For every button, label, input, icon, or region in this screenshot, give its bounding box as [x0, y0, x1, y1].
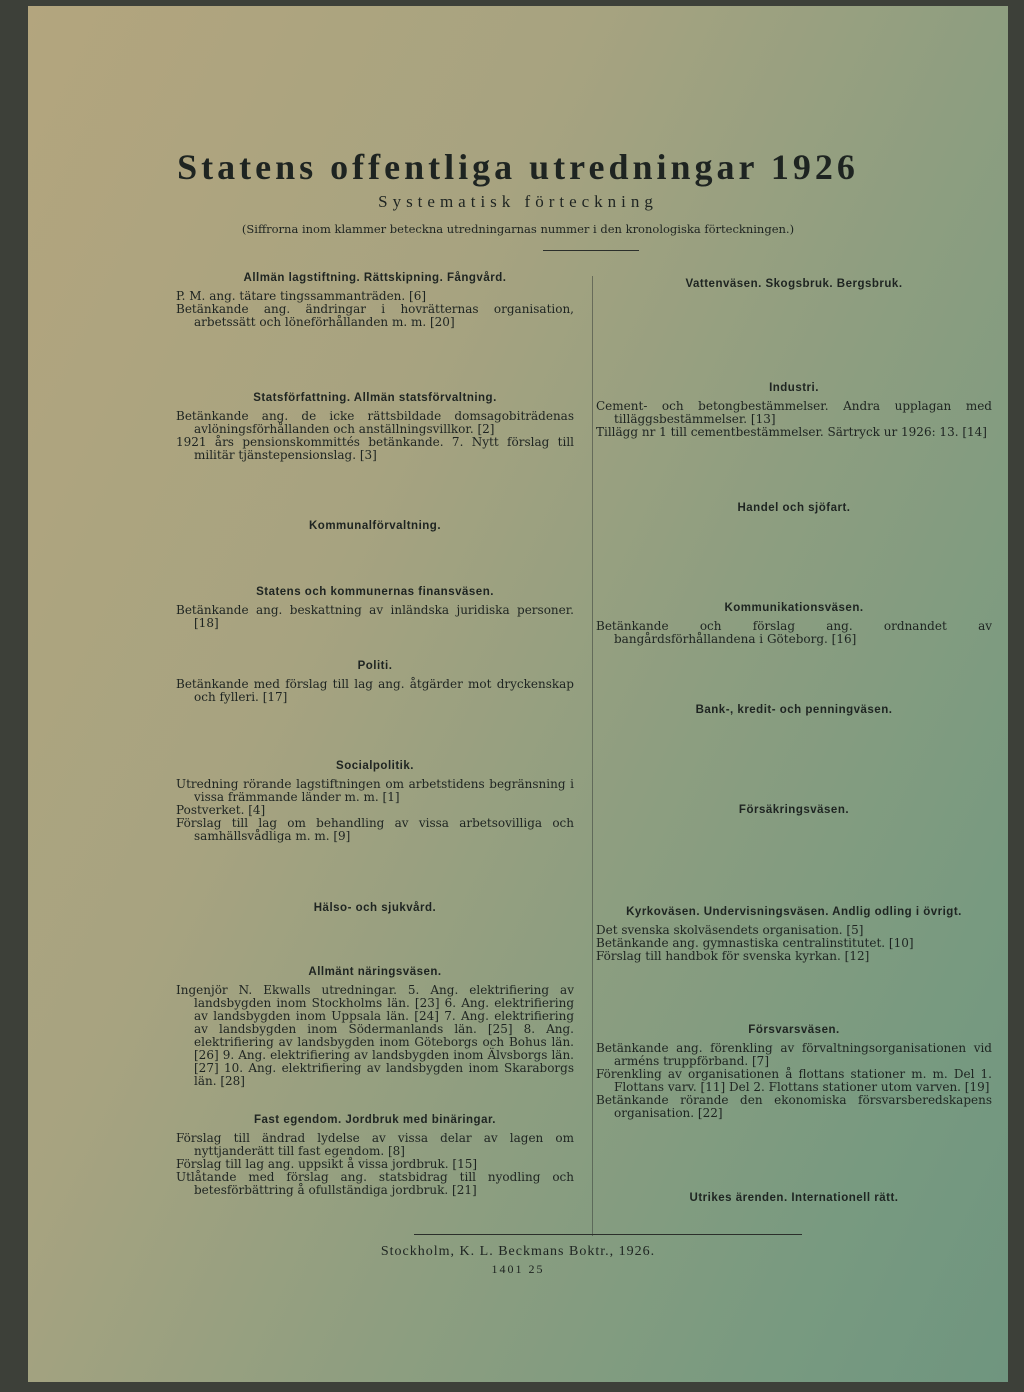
section-heading: Allmänt näringsväsen.	[308, 966, 442, 978]
section-heading: Socialpolitik.	[336, 760, 414, 772]
entry: Tillägg nr 1 till cementbestämmelser. Särtryck ur 1926: 13. [14]	[596, 425, 987, 439]
document-title: Statens offentliga utredningar 1926	[177, 147, 859, 187]
section-heading: Försvarsväsen.	[748, 1024, 840, 1036]
section	[176, 760, 574, 843]
section-heading: Industri.	[769, 382, 819, 394]
section	[596, 1192, 992, 1210]
section	[176, 902, 574, 920]
section	[176, 586, 574, 630]
section	[176, 392, 574, 462]
section	[596, 1024, 992, 1120]
section-heading: Hälso- och sjukvård.	[313, 902, 437, 914]
title-rule	[543, 250, 639, 251]
section-heading: Fast egendom. Jordbruk med binäringar.	[253, 1114, 496, 1126]
section	[176, 966, 574, 1088]
section	[596, 906, 992, 963]
entry: Ingenjör N. Ekwalls utredningar. 5. Ang. elektrifiering av landsbygden inom Stockholms län. [23] 6. Ang. elektrifiering av landsbygden inom Uppsala län. [24] 7. Ang. elektrifiering av landsbygden inom Södermanlands län. [25] 8. Ang. elektrifiering av landsbygden inom Göteborgs och Bohus län. [26] 9. Ang. elektrifiering av landsbygden inom Älvsborgs län. [27] 10. Ang. elektrifiering av landsbygden inom Skaraborgs län. [28]	[176, 983, 574, 1088]
section-heading: Allmän lagstiftning. Rättskipning. Fångvård.	[243, 272, 507, 284]
entry: Det svenska skolväsendets organisation. [5]	[596, 923, 864, 937]
section-heading: Bank-, kredit- och penningväsen.	[695, 704, 893, 716]
section-heading: Försäkringsväsen.	[738, 804, 850, 816]
entry: Utlåtande med förslag ang. statsbidrag till nyodling och betesförbättring å ofullständiga jordbruk. [21]	[176, 1170, 574, 1197]
section-heading: Handel och sjöfart.	[737, 502, 851, 514]
entry: Förenkling av organisationen å flottans stationer m. m. Del 1. Flottans varv. [11] Del 2. Flottans stationer utom varven. [19]	[596, 1067, 992, 1094]
entry: Förslag till handbok för svenska kyrkan. [12]	[596, 949, 870, 963]
printer-line: Stockholm, K. L. Beckmans Boktr., 1926.	[380, 1244, 656, 1259]
section-heading: Kommunikationsväsen.	[724, 602, 864, 614]
entry: Förslag till ändrad lydelse av vissa delar av lagen om nyttjanderätt till fast egendom. [8]	[176, 1131, 574, 1158]
entry: Utredning rörande lagstiftningen om arbetstidens begränsning i vissa främmande länder m. m. [1]	[176, 777, 574, 804]
section	[176, 272, 574, 329]
right-column	[596, 278, 992, 1238]
entry: P. M. ang. tätare tingssammanträden. [6]	[176, 289, 427, 303]
column-divider	[592, 276, 593, 1236]
document-note: (Siffrorna inom klammer beteckna utredningarnas nummer i den kronologiska förteckningen.)	[241, 222, 795, 236]
section-heading: Statens och kommunernas finansväsen.	[256, 586, 494, 598]
section-heading: Utrikes ärenden. Internationell rätt.	[689, 1192, 899, 1204]
section-heading: Kommunalförvaltning.	[308, 520, 442, 532]
section	[596, 382, 992, 439]
footer-rule	[414, 1234, 802, 1235]
left-column	[176, 272, 574, 1232]
entry: Cement- och betongbestämmelser. Andra upplagan med tilläggsbestämmelser. [13]	[596, 399, 992, 426]
entry: 1921 års pensionskommittés betänkande. 7. Nytt förslag till militär tjänstepensionslag. [3]	[176, 435, 574, 462]
document-subtitle: Systematisk förteckning	[378, 192, 658, 211]
section-heading: Vattenväsen. Skogsbruk. Bergsbruk.	[685, 278, 903, 290]
section	[596, 602, 992, 646]
print-code: 1401 25	[491, 1262, 545, 1276]
entry: Betänkande ang. gymnastiska centralinstitutet. [10]	[596, 936, 914, 950]
entry: Betänkande ang. ändringar i hovrätternas organisation, arbetssätt och löneförhållanden m. m. [20]	[176, 302, 574, 329]
section	[176, 520, 574, 538]
document-page	[28, 6, 1008, 1382]
entry: Betänkande rörande den ekonomiska försvarsberedskapens organisation. [22]	[596, 1093, 992, 1120]
section	[596, 704, 992, 722]
section	[596, 278, 992, 296]
entry: Betänkande ang. de icke rättsbildade domsagobiträdenas avlöningsförhållanden och anställningsvillkor. [2]	[176, 409, 574, 436]
entry: Betänkande med förslag till lag ang. åtgärder mot dryckenskap och fylleri. [17]	[176, 677, 574, 704]
entry: Betänkande och förslag ang. ordnandet av bangårdsförhållandena i Göteborg. [16]	[596, 619, 992, 646]
section	[596, 502, 992, 520]
section	[176, 660, 574, 704]
section-heading: Kyrkoväsen. Undervisningsväsen. Andlig odling i övrigt.	[626, 906, 962, 918]
section-heading: Statsförfattning. Allmän statsförvaltning.	[253, 392, 497, 404]
section	[176, 1114, 574, 1197]
entry: Postverket. [4]	[176, 803, 266, 817]
entry: Förslag till lag ang. uppsikt å vissa jordbruk. [15]	[176, 1157, 478, 1171]
section-heading: Politi.	[357, 660, 393, 672]
entry: Betänkande ang. förenkling av förvaltningsorganisationen vid arméns truppförband. [7]	[596, 1041, 992, 1068]
section	[596, 804, 992, 822]
entry: Betänkande ang. beskattning av inländska juridiska personer. [18]	[176, 603, 574, 630]
entry: Förslag till lag om behandling av vissa arbetsovilliga och samhällsvådliga m. m. [9]	[176, 816, 574, 843]
